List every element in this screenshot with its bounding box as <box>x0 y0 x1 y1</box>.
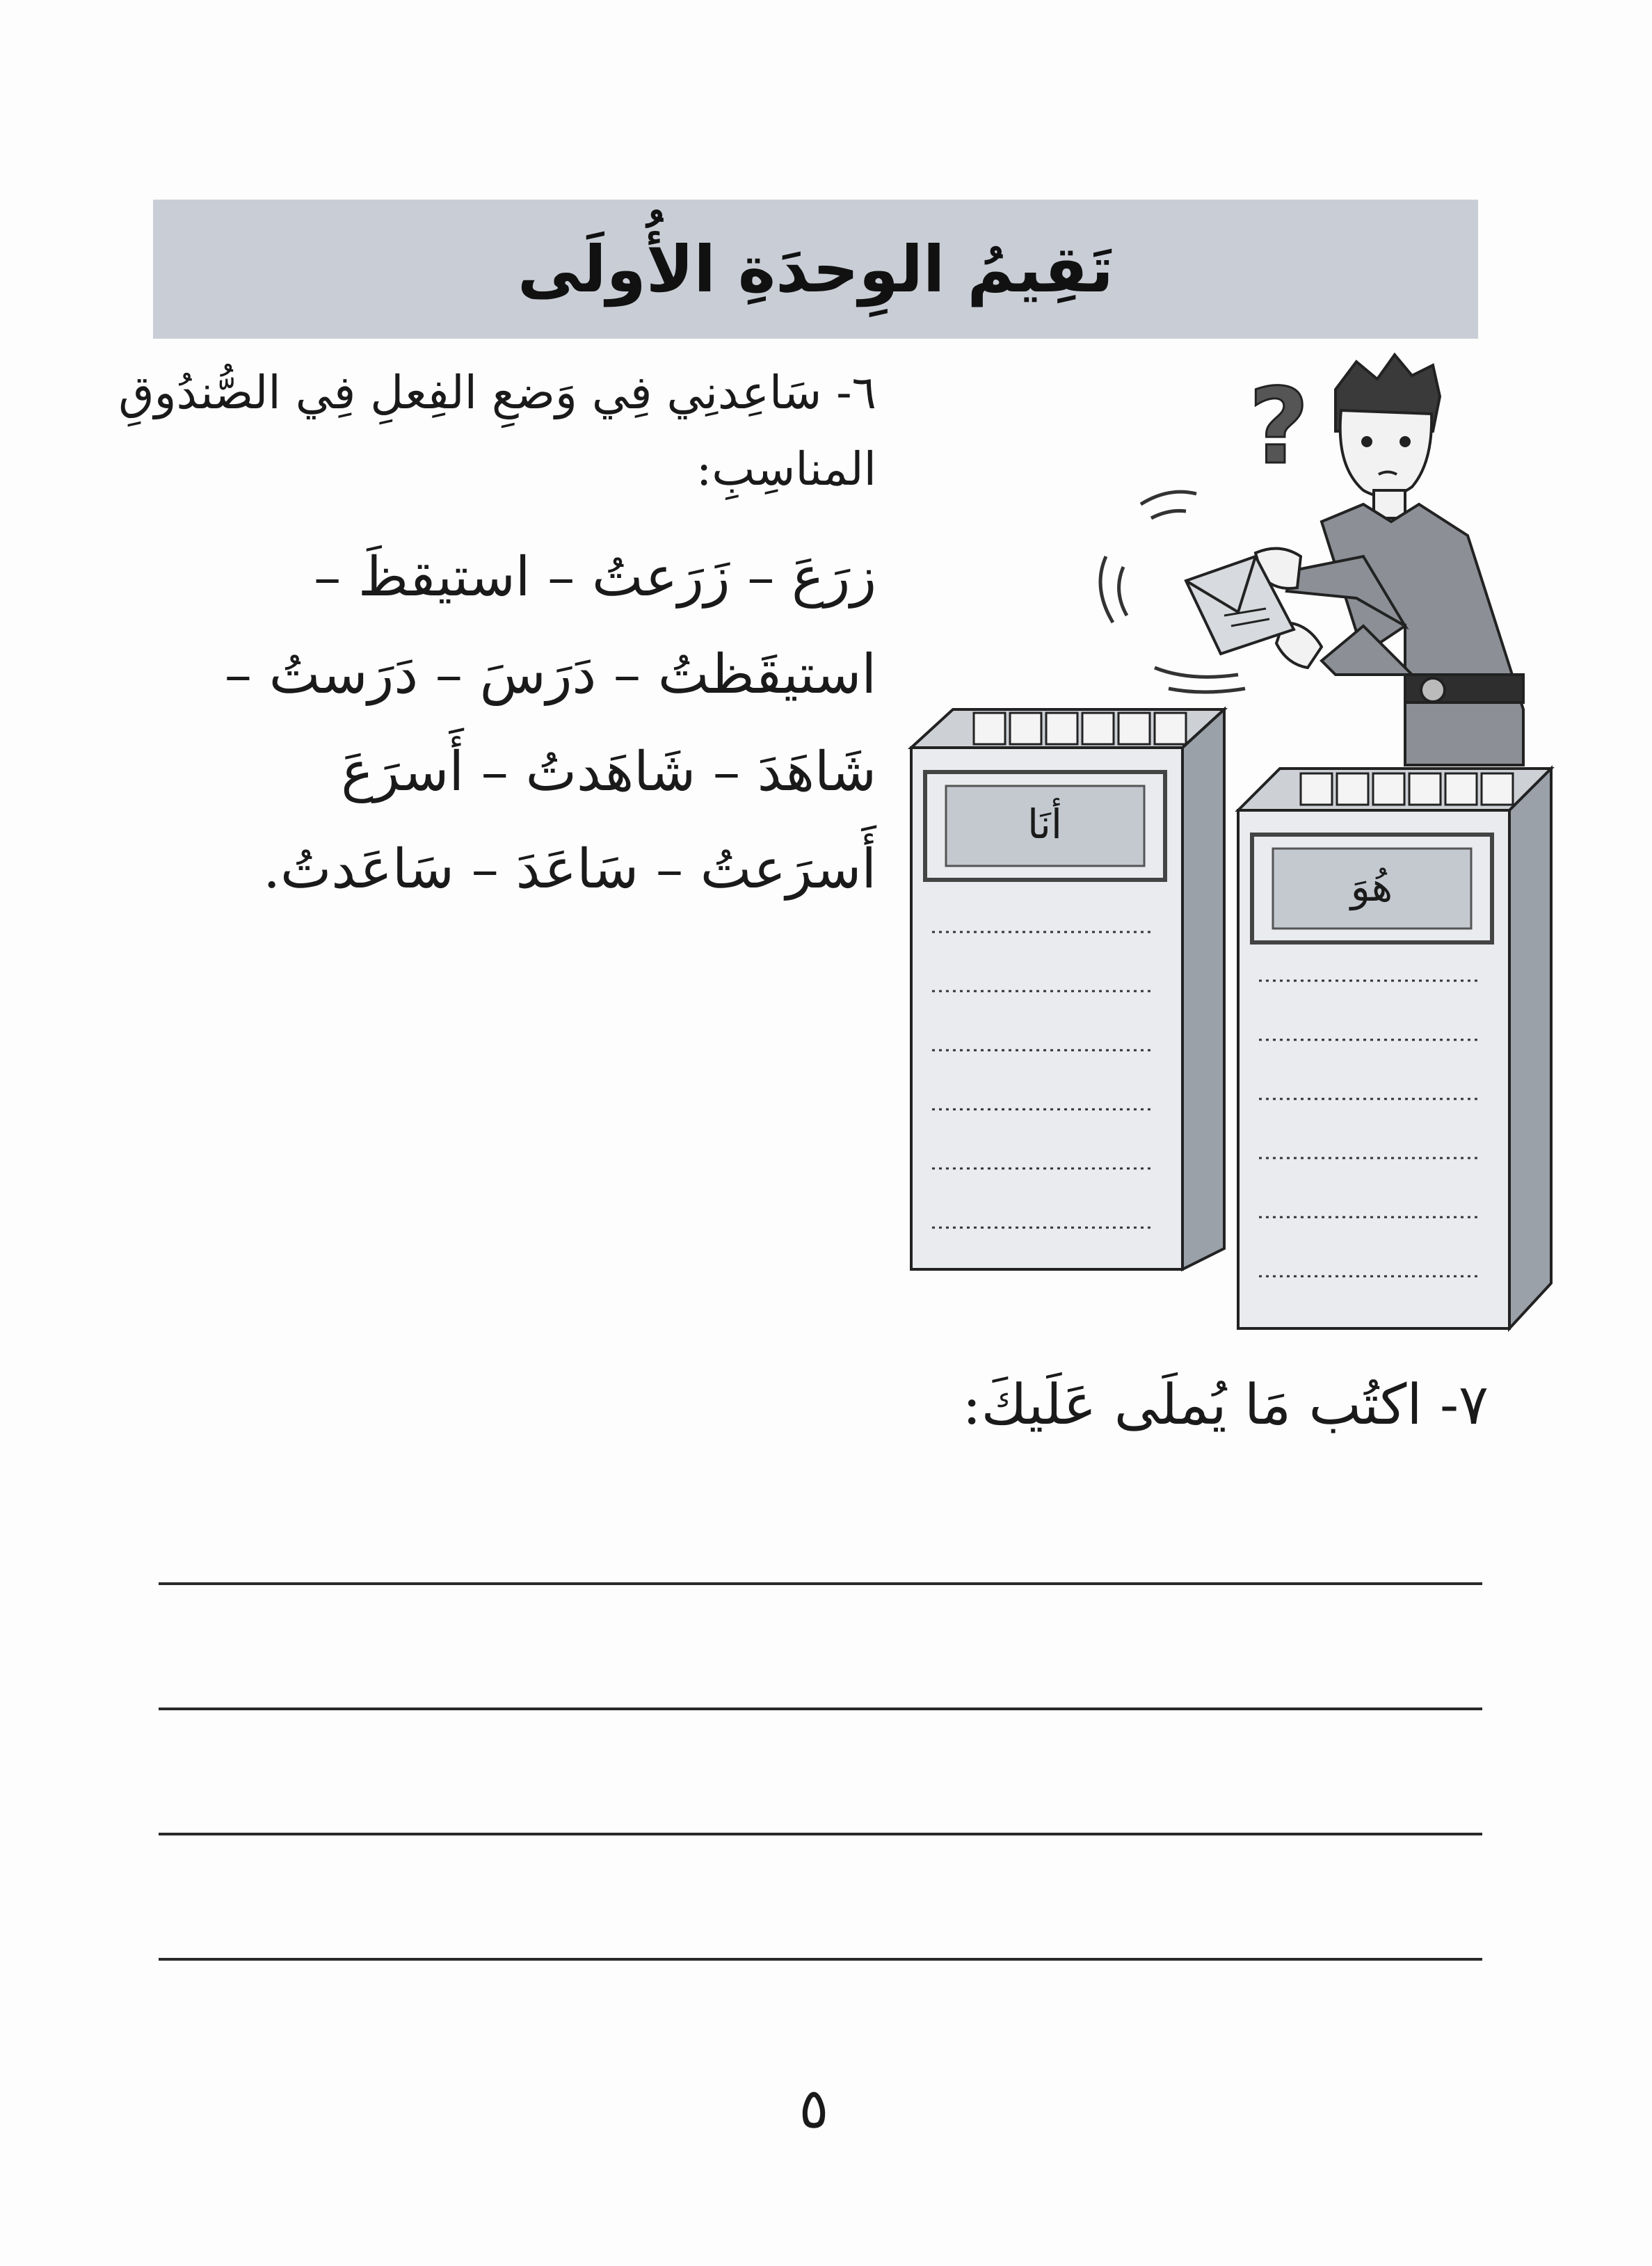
instruction-line-2: المناسِبِ: <box>696 442 876 496</box>
question-6 <box>118 355 876 918</box>
box-huwa <box>1238 769 1551 1328</box>
page-title: تَقِيمُ الوِحدَةِ الأُولَى <box>518 232 1114 307</box>
box-huwa-label: هُوَ <box>1350 863 1393 910</box>
page-number: ٥ <box>799 2076 829 2141</box>
question-mark-icon: ? <box>1249 367 1310 488</box>
verb-list-line: زرَعَ – زَرَعتُ – استيقظَ – <box>314 546 876 609</box>
box-ana <box>911 709 1224 1269</box>
dictation-writing-line[interactable] <box>159 1707 1482 1710</box>
dictation-writing-line[interactable] <box>159 1833 1482 1835</box>
unit-title-banner <box>153 200 1478 339</box>
verb-list-line: أَسرَعتُ – سَاعَدَ – سَاعَدتُ. <box>263 838 876 901</box>
instruction-line-1: ٦- سَاعِدنِي فِي وَضعِ الفِعلِ فِي الصُّندُوقِ <box>118 366 876 419</box>
box-ana-label: أنَا <box>1027 801 1062 848</box>
dictation-writing-line[interactable] <box>159 1958 1482 1961</box>
boxes-illustration <box>876 348 1569 1349</box>
question-6-instruction <box>118 355 876 508</box>
verb-list <box>181 529 876 918</box>
verb-list-line: استيقَظتُ – دَرَسَ – دَرَستُ – <box>224 643 876 706</box>
question-7-prompt: ٧- اكتُب مَا يُملَى عَلَيكَ: <box>962 1372 1489 1437</box>
dictation-writing-line[interactable] <box>159 1582 1482 1585</box>
verb-list-line: شَاهَدَ – شَاهَدتُ – أَسرَعَ <box>341 741 876 803</box>
